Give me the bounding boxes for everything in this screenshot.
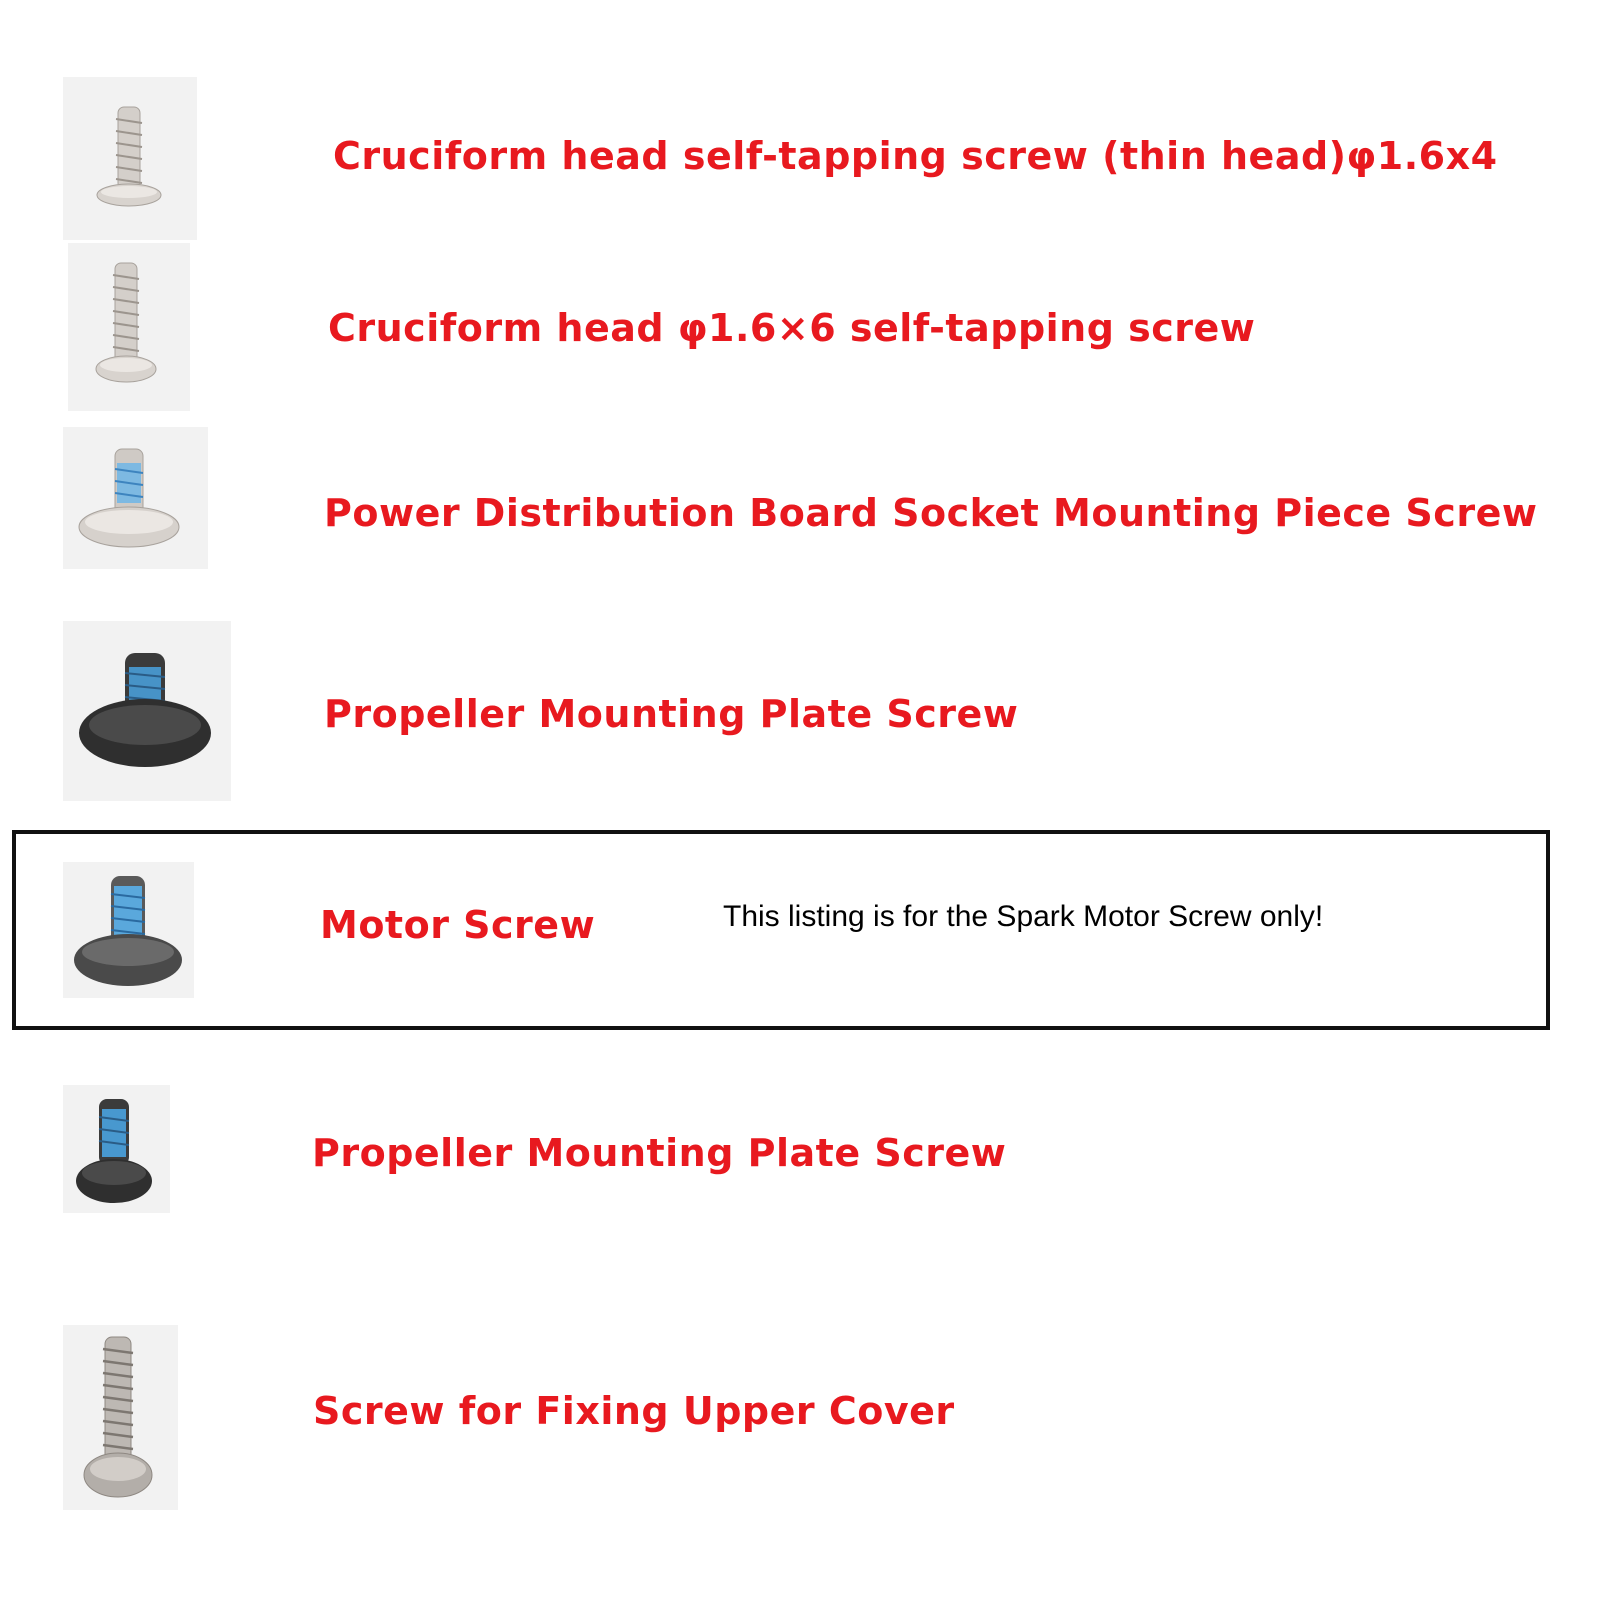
gray-blue-thread-screw-icon — [63, 862, 194, 998]
long-silver-screw-icon — [63, 1325, 178, 1510]
item-label: Cruciform head φ1.6×6 self-tapping screw — [328, 306, 1256, 350]
silver-self-tapping-screw-icon — [68, 243, 190, 411]
item-label: Propeller Mounting Plate Screw — [324, 692, 1019, 736]
black-blue-thread-flat-head-screw-icon — [63, 621, 231, 801]
item-label: Power Distribution Board Socket Mounting Piece Screw — [324, 491, 1538, 535]
silver-thin-head-screw-icon — [63, 77, 197, 240]
item-label: Motor Screw — [320, 903, 596, 947]
item-label: Cruciform head self-tapping screw (thin head)φ1.6x4 — [333, 134, 1498, 178]
silver-blue-thread-screw-icon — [63, 427, 208, 569]
item-label: Propeller Mounting Plate Screw — [312, 1131, 1007, 1175]
black-blue-thread-round-head-screw-icon — [63, 1085, 170, 1213]
item-label: Screw for Fixing Upper Cover — [313, 1389, 955, 1433]
listing-note: This listing is for the Spark Motor Screw only! — [723, 900, 1324, 933]
